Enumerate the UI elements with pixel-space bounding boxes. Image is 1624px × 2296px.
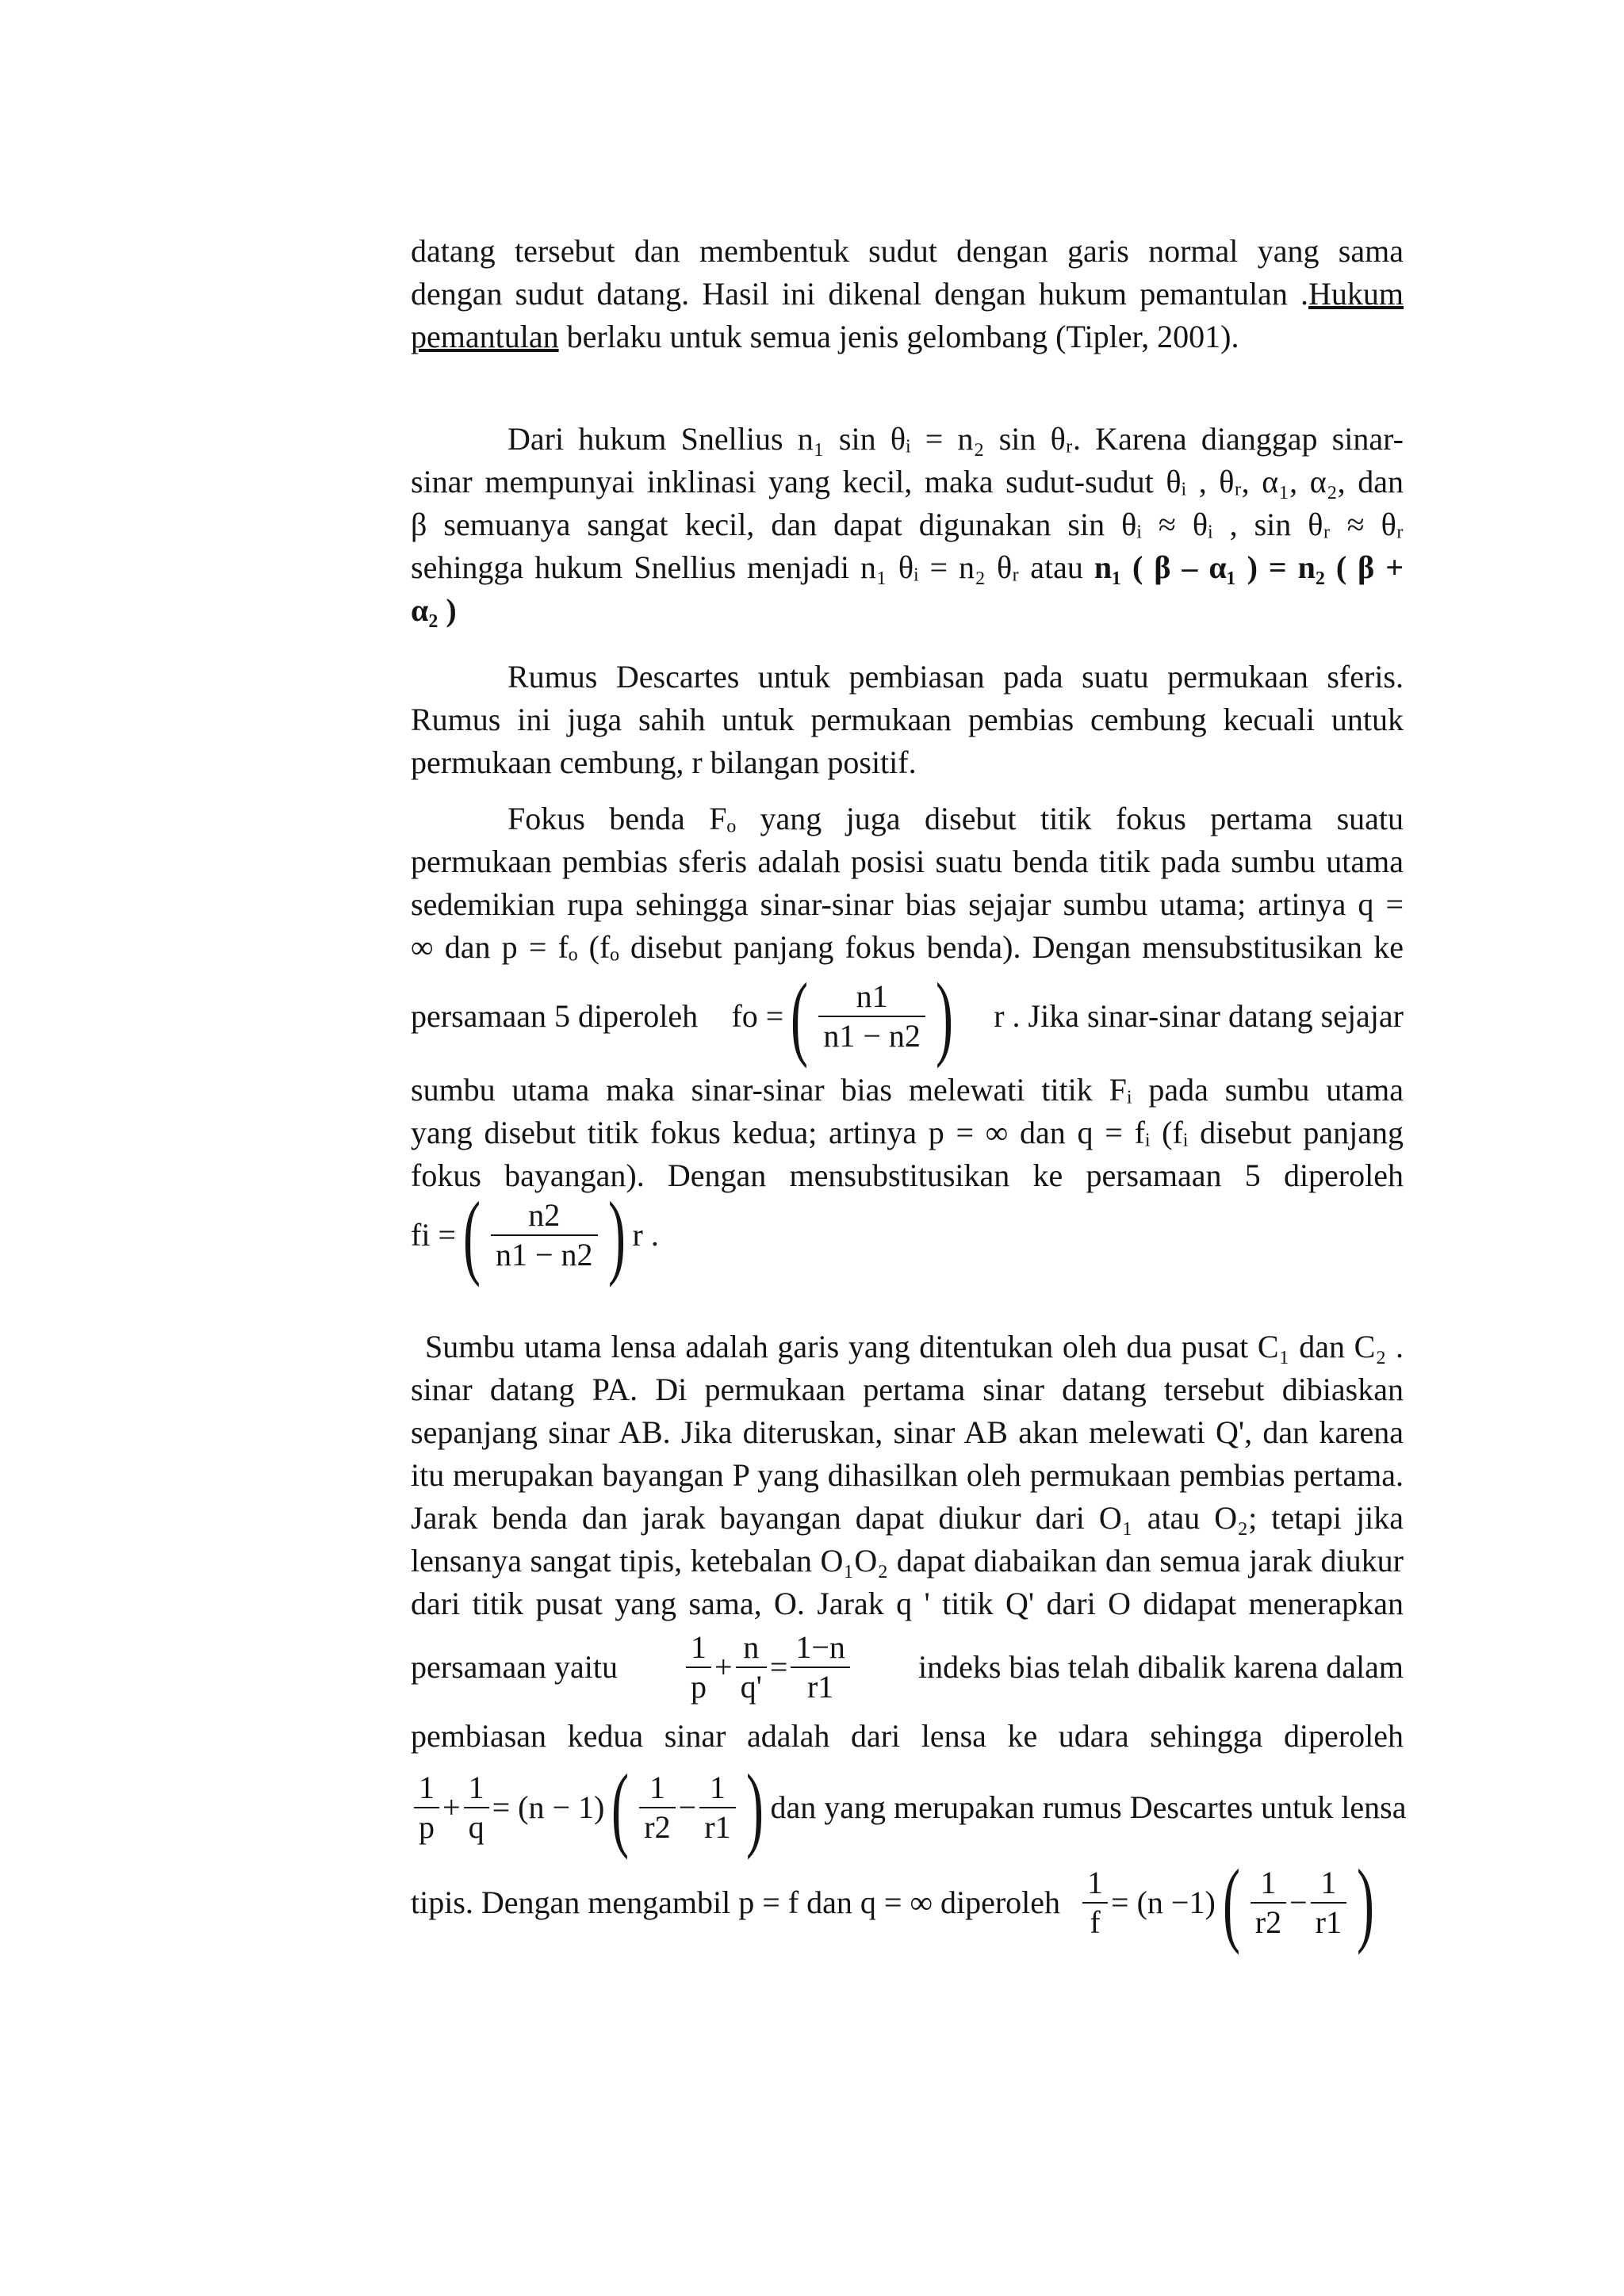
text-line: sedemikian rupa sehingga sinar-sinar bias sejajar sumbu utama; artinya q = (411, 886, 1404, 922)
paren-left: ( (611, 1755, 630, 1860)
equation-prefix: persamaan yaitu (411, 1649, 618, 1685)
equation-body (411, 1755, 770, 1860)
paragraph-4 (411, 798, 1404, 969)
equation-lens-maker (411, 1755, 1407, 1860)
numerator: 1 (709, 1770, 726, 1805)
fraction (736, 1628, 767, 1706)
denominator: n1 − n2 (823, 1018, 921, 1054)
denominator: p (419, 1809, 435, 1845)
text-line: Sumbu utama lensa adalah garis yang ditentukan oleh dua pusat C₁ dan C₂ . (425, 1329, 1404, 1364)
denominator: n1 − n2 (495, 1237, 593, 1272)
paren-right: ) (935, 963, 953, 1069)
text-line: β semuanya sangat kecil, dan dapat digunakan sin θᵢ ≈ θᵢ , sin θᵣ ≈ θᵣ (411, 507, 1404, 542)
equation-focal-image (411, 1182, 1404, 1288)
equation-suffix: r . Jika sinar-sinar datang sejajar (994, 998, 1404, 1034)
equation-body (1079, 1850, 1381, 1955)
bold-equation: n₁ ( β – α₁ ) = n₂ ( β + (1094, 549, 1404, 585)
fraction (818, 978, 925, 1055)
text-line: sinar datang PA. Di permukaan pertama sinar datang tersebut dibiaskan (411, 1372, 1404, 1407)
paren-right: ) (745, 1755, 764, 1860)
denominator: r2 (1254, 1904, 1282, 1940)
text-line: datang tersebut dan membentuk sudut dengan garis normal yang sama (411, 233, 1404, 269)
numerator: 1 (691, 1629, 707, 1665)
paragraph-1 (411, 230, 1404, 358)
text-line: itu merupakan bayangan P yang dihasilkan oleh permukaan pembias pertama. (411, 1457, 1404, 1493)
text-line: lensanya sangat tipis, ketebalan O₁O₂ dapat diabaikan dan semua jarak diukur (411, 1543, 1404, 1578)
link-hukum[interactable]: Hukum (1308, 276, 1404, 312)
equation-lhs: fi = (411, 1217, 456, 1253)
paren-right: ) (607, 1182, 626, 1288)
equation-factor: = (n − 1) (492, 1789, 605, 1825)
text-line: fokus bayangan). Dengan mensubstitusikan ke persamaan 5 diperoleh (411, 1158, 1404, 1193)
text-line (411, 546, 1404, 589)
text-line: sepanjang sinar AB. Jika diteruskan, sinar AB akan melewati Q', dan karena (411, 1414, 1404, 1450)
fraction (1251, 1864, 1286, 1942)
numerator: 1 (419, 1770, 435, 1805)
fraction (414, 1769, 439, 1846)
numerator: n1 (856, 978, 888, 1014)
numerator: 1 (1260, 1865, 1277, 1900)
fraction (1311, 1864, 1346, 1942)
fraction (791, 1628, 850, 1706)
equation-suffix: r . (632, 1217, 659, 1253)
text-line: α₂ ) (411, 592, 457, 628)
numerator: n2 (528, 1197, 561, 1233)
numerator: 1 (1087, 1865, 1104, 1900)
paragraph-4-cont (411, 1069, 1404, 1197)
fraction (699, 1769, 735, 1846)
paren-left: ( (1222, 1850, 1240, 1955)
denominator: q (468, 1809, 485, 1845)
denominator: r1 (806, 1669, 834, 1705)
equation-prefix: tipis. Dengan mengambil p = f dan q = ∞ diperoleh (411, 1885, 1061, 1920)
text-line: sumbu utama maka sinar-sinar bias melewati titik Fᵢ pada sumbu utama (411, 1072, 1404, 1108)
text-line: yang disebut titik fokus kedua; artinya p = ∞ dan q = fᵢ (fᵢ disebut panjang (411, 1115, 1404, 1150)
paren-left: ( (462, 1182, 481, 1288)
numerator: n (743, 1629, 760, 1665)
text-run: dengan sudut datang. Hasil ini dikenal dengan hukum pemantulan . (411, 276, 1308, 312)
equation-focal-object (411, 963, 1404, 1069)
text-line: Dari hukum Snellius n₁ sin θᵢ = n₂ sin θᵣ. Karena dianggap sinar- (508, 421, 1404, 457)
paragraph-3 (411, 656, 1404, 784)
text-line: Rumus Descartes untuk pembiasan pada suatu permukaan sferis. (508, 659, 1404, 695)
text-line: permukaan pembias sferis adalah posisi suatu benda titik pada sumbu utama (411, 844, 1404, 879)
fraction (464, 1769, 489, 1846)
text-line: Jarak benda dan jarak bayangan dapat diukur dari O₁ atau O₂; tetapi jika (411, 1500, 1404, 1536)
text-run: berlaku untuk semua jenis gelombang (Tipler, 2001). (558, 319, 1239, 354)
numerator: 1 (649, 1770, 665, 1805)
denominator: r1 (704, 1809, 731, 1845)
operator: − (1289, 1885, 1308, 1920)
paren-left: ( (791, 963, 809, 1069)
operator: − (678, 1789, 697, 1825)
fraction (639, 1769, 675, 1846)
text-line: ∞ dan p = fₒ (fₒ disebut panjang fokus benda). Dengan mensubstitusikan ke (411, 929, 1404, 965)
fraction (686, 1628, 711, 1706)
operator: + (442, 1789, 461, 1825)
equation-body (731, 963, 959, 1069)
numerator: 1−n (795, 1629, 845, 1665)
paragraph-5-cont (411, 1715, 1404, 1758)
fraction (1082, 1864, 1108, 1942)
equation-thin-lens (411, 1847, 1404, 1958)
equation-factor: = (n −1) (1111, 1885, 1216, 1920)
text-line: Fokus benda Fₒ yang juga disebut titik fokus pertama suatu (508, 801, 1404, 836)
text-line: pembiasan kedua sinar adalah dari lensa ke udara sehingga diperoleh (411, 1718, 1404, 1754)
paren-right: ) (1356, 1850, 1374, 1955)
text-line: dari titik pusat yang sama, O. Jarak q ' titik Q' dari O didapat menerapkan (411, 1586, 1404, 1621)
denominator: r1 (1315, 1904, 1342, 1940)
paragraph-5 (411, 1326, 1404, 1625)
text-line (411, 316, 1404, 358)
equation-body (683, 1628, 853, 1706)
equation-refraction (411, 1624, 1404, 1711)
denominator: p (691, 1669, 707, 1705)
equation-suffix: indeks bias telah dibalik karena dalam (917, 1649, 1404, 1685)
equation-suffix: dan yang merupakan rumus Descartes untuk lensa (770, 1789, 1407, 1825)
denominator: f (1090, 1904, 1101, 1940)
text-line: sinar mempunyai inklinasi yang kecil, maka sudut-sudut θᵢ , θᵣ, α₁, α₂, dan (411, 464, 1404, 499)
equation-lhs: fo = (731, 998, 784, 1034)
operator: + (714, 1649, 733, 1685)
text-line: Rumus ini juga sahih untuk permukaan pembias cembung kecuali untuk (411, 702, 1404, 737)
paragraph-2 (411, 418, 1404, 632)
denominator: r2 (644, 1809, 671, 1845)
text-line (411, 273, 1404, 316)
fraction (491, 1196, 598, 1274)
operator: = (769, 1649, 788, 1685)
numerator: 1 (1320, 1865, 1337, 1900)
text-run: sehingga hukum Snellius menjadi n₁ θᵢ = n₂ θᵣ atau (411, 549, 1094, 585)
numerator: 1 (468, 1770, 485, 1805)
denominator: q' (740, 1669, 762, 1705)
text-line: permukaan cembung, r bilangan positif. (411, 744, 917, 780)
link-pemantulan[interactable]: pemantulan (411, 319, 559, 354)
equation-prefix: persamaan 5 diperoleh (411, 998, 699, 1034)
